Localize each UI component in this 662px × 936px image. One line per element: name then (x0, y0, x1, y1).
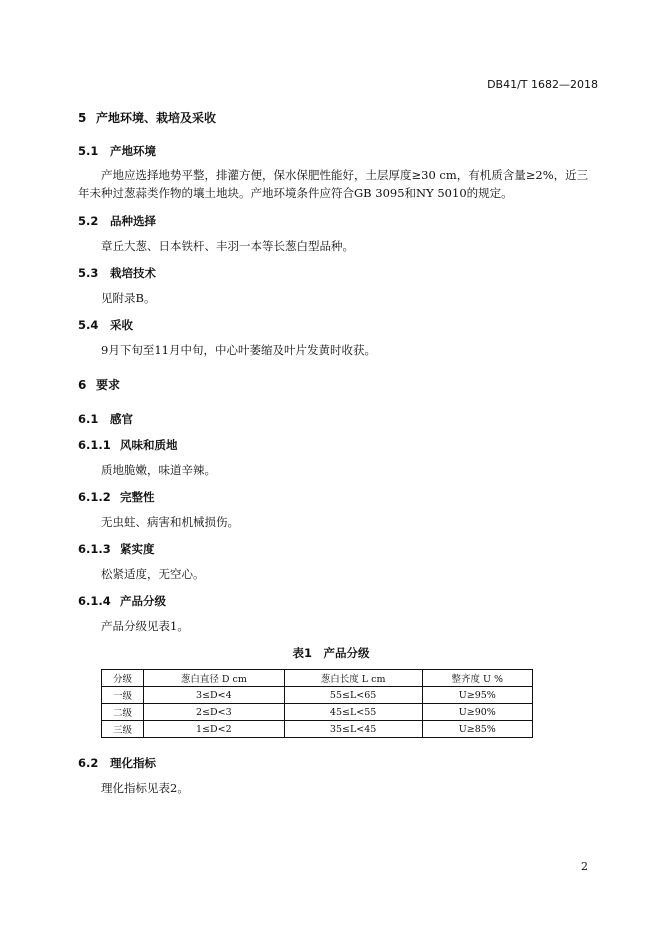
section-6-1-4-heading (78, 593, 166, 609)
section-title: 采收 (110, 318, 133, 332)
section-6-1-2-text: 无虫蛀、病害和机械损伤。 (101, 515, 239, 529)
section-6-heading (78, 376, 120, 393)
header-grade: 分级 (102, 670, 144, 687)
table-row (102, 687, 533, 704)
cell-length: 55≤L<65 (284, 687, 422, 704)
section-title: 完整性 (120, 490, 155, 504)
section-6-1-1-heading (78, 437, 178, 453)
section-5-3-text: 见附录B。 (101, 291, 156, 305)
section-title: 栽培技术 (110, 266, 156, 280)
header-length: 葱白长度 L cm (284, 670, 422, 687)
section-number: 6.1 (78, 412, 99, 426)
section-title: 要求 (96, 378, 121, 392)
section-number: 6 (78, 378, 87, 392)
section-6-1-4-text: 产品分级见表1。 (101, 619, 189, 633)
section-number: 6.2 (78, 756, 99, 770)
section-6-2-text: 理化指标见表2。 (101, 781, 189, 795)
section-title: 产地环境、栽培及采收 (96, 111, 217, 125)
product-grade-table (101, 669, 533, 738)
section-5-2-heading (78, 213, 156, 229)
cell-diameter: 1≤D<2 (144, 721, 285, 738)
section-5-3-heading (78, 265, 156, 281)
section-number: 6.1.4 (78, 594, 111, 608)
cell-grade: 一级 (102, 687, 144, 704)
table-header-row (102, 670, 533, 687)
cell-length: 45≤L<55 (284, 704, 422, 721)
section-5-1-heading (78, 143, 156, 159)
section-title: 产地环境 (110, 144, 156, 158)
section-title: 理化指标 (110, 756, 156, 770)
cell-length: 35≤L<45 (284, 721, 422, 738)
section-6-1-heading (78, 411, 133, 427)
section-number: 5 (78, 111, 87, 125)
table-row (102, 721, 533, 738)
cell-grade: 二级 (102, 704, 144, 721)
header-uniformity: 整齐度 U % (422, 670, 532, 687)
section-number: 5.1 (78, 144, 99, 158)
cell-diameter: 2≤D<3 (144, 704, 285, 721)
section-6-1-3-heading (78, 541, 155, 557)
section-number: 5.3 (78, 266, 99, 280)
section-title: 感官 (110, 412, 133, 426)
section-number: 5.4 (78, 318, 99, 332)
cell-uniformity: U≥95% (422, 687, 532, 704)
table-row (102, 704, 533, 721)
section-6-1-2-heading (78, 489, 155, 505)
section-title: 产品分级 (120, 594, 166, 608)
section-5-4-heading (78, 317, 133, 333)
cell-uniformity: U≥85% (422, 721, 532, 738)
document-id-header: DB41/T 1682—2018 (487, 78, 598, 91)
section-5-2-text: 章丘大葱、日本铁杆、丰羽一本等长葱白型品种。 (101, 239, 354, 253)
section-title: 品种选择 (110, 214, 156, 228)
section-6-1-1-text: 质地脆嫩，味道辛辣。 (101, 463, 216, 477)
section-6-2-heading (78, 755, 156, 771)
header-diameter: 葱白直径 D cm (144, 670, 285, 687)
section-5-1-text: 产地应选择地势平整，排灌方便，保水保肥性能好，土层厚度≥30 cm，有机质含量≥2%，近三年未种过葱蒜类作物的壤土地块。产地环境条件应符合GB 3095和NY 5010的规定。 (78, 168, 589, 200)
table-1-caption: 表1 产品分级 (292, 646, 370, 660)
section-title: 紧实度 (120, 542, 155, 556)
section-5-4-text: 9月下旬至11月中旬，中心叶萎缩及叶片发黄时收获。 (101, 343, 376, 357)
cell-grade: 三级 (102, 721, 144, 738)
section-number: 5.2 (78, 214, 99, 228)
section-6-1-3-text: 松紧适度，无空心。 (101, 567, 205, 581)
section-title: 风味和质地 (120, 438, 178, 452)
cell-uniformity: U≥90% (422, 704, 532, 721)
section-5-heading (78, 109, 216, 126)
section-number: 6.1.2 (78, 490, 111, 504)
cell-diameter: 3≤D<4 (144, 687, 285, 704)
section-number: 6.1.3 (78, 542, 111, 556)
section-number: 6.1.1 (78, 438, 111, 452)
page-number: 2 (581, 860, 588, 873)
